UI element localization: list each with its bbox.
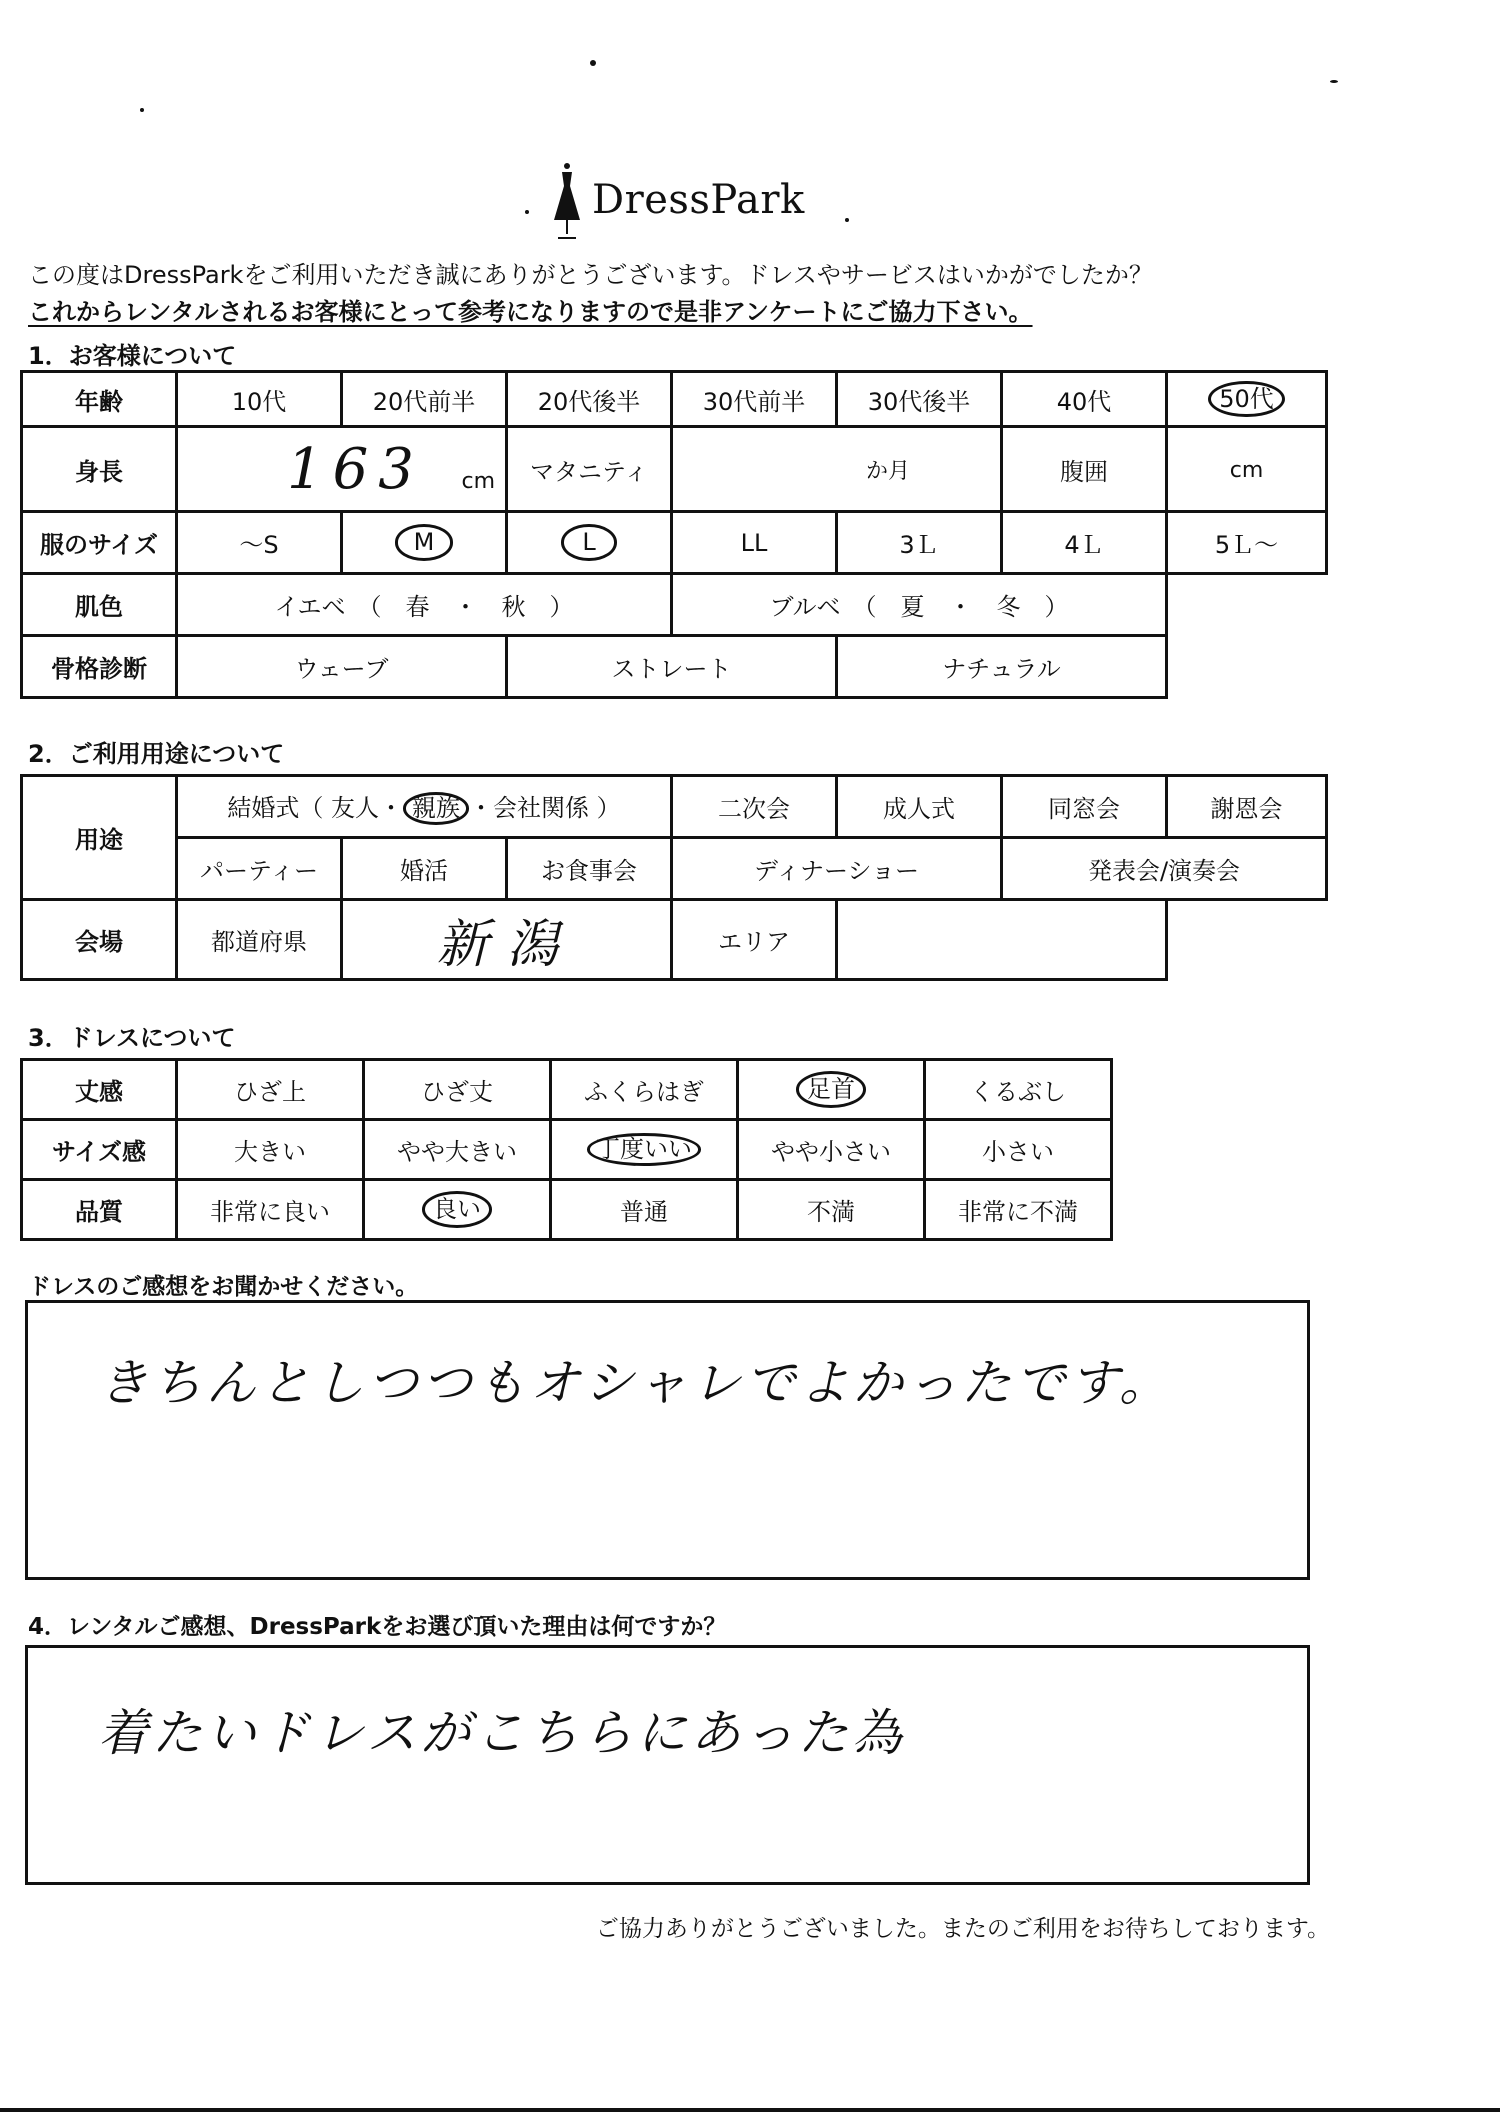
prefecture-value: 新潟 (436, 915, 577, 975)
size-option[interactable]: 5Ｌ～ (1167, 512, 1327, 574)
fit-selected-circle: 丁度いい (587, 1133, 701, 1165)
wedding-selected-circle: 親族 (403, 792, 469, 824)
length-row (22, 1060, 1112, 1120)
usage-option[interactable]: お食事会 (507, 838, 672, 900)
empty-cell (1167, 900, 1327, 980)
area-label: エリア (672, 900, 837, 980)
size-option[interactable]: 4Ｌ (1002, 512, 1167, 574)
usage-option[interactable]: 婚活 (342, 838, 507, 900)
venue-label: 会場 (22, 900, 177, 980)
size-selected-circle: L (561, 524, 616, 560)
frame-option[interactable]: ナチュラル (837, 636, 1167, 698)
wedding-prefix: 結婚式（ 友人・ (227, 794, 403, 823)
intro-request: これからレンタルされるお客様にとって参考になりますので是非アンケートにご協力下さい。 (28, 298, 1033, 326)
length-option-selected[interactable] (738, 1060, 925, 1120)
wedding-option[interactable] (177, 776, 672, 838)
quality-option[interactable]: 非常に不満 (925, 1180, 1112, 1240)
brand-name: DressPark (592, 177, 805, 223)
reason-box[interactable] (25, 1645, 1310, 1885)
months-unit: か月 (865, 458, 910, 484)
fit-label: サイズ感 (22, 1120, 177, 1180)
intro-text: この度はDressParkをご利用いただき誠にありがとうございます。ドレスやサービスはいかがでしたか？ (28, 261, 1153, 289)
usage-option[interactable]: ディナーショー (672, 838, 1002, 900)
usage-table (20, 774, 1328, 981)
scan-speck (1330, 80, 1338, 83)
length-option[interactable]: ひざ丈 (364, 1060, 551, 1120)
quality-option-selected[interactable] (364, 1180, 551, 1240)
length-option[interactable]: ふくらはぎ (551, 1060, 738, 1120)
size-option[interactable]: 3Ｌ (837, 512, 1002, 574)
fit-option[interactable]: やや大きい (364, 1120, 551, 1180)
age-option[interactable]: 40代 (1002, 372, 1167, 427)
fit-option-selected[interactable] (551, 1120, 738, 1180)
skin-blue-option[interactable]: ブルベ （ 夏 ・ 冬 ） (672, 574, 1167, 636)
size-selected-circle: M (395, 524, 454, 560)
dress-mannequin-icon (550, 160, 584, 240)
skin-label: 肌色 (22, 574, 177, 636)
skin-yellow-option[interactable]: イエベ （ 春 ・ 秋 ） (177, 574, 672, 636)
empty-cell (1167, 636, 1327, 698)
maternity-field[interactable] (672, 427, 1002, 512)
age-option[interactable]: 10代 (177, 372, 342, 427)
quality-row (22, 1180, 1112, 1240)
usage-row-1 (22, 776, 1327, 838)
quality-label: 品質 (22, 1180, 177, 1240)
fit-option[interactable]: 小さい (925, 1120, 1112, 1180)
scan-speck (525, 210, 529, 214)
age-option[interactable]: 20代後半 (507, 372, 672, 427)
dress-table (20, 1058, 1113, 1241)
skin-row (22, 574, 1327, 636)
reason-answer: 着たいドレスがこちらにあった為 (98, 1704, 906, 1762)
length-option[interactable]: ひざ上 (177, 1060, 364, 1120)
frame-label: 骨格診断 (22, 636, 177, 698)
size-option[interactable]: ～S (177, 512, 342, 574)
age-selected-circle: 50代 (1208, 381, 1285, 417)
height-unit: cm (461, 468, 495, 494)
fit-option[interactable]: やや小さい (738, 1120, 925, 1180)
quality-selected-circle: 良い (422, 1191, 492, 1227)
fit-option[interactable]: 大きい (177, 1120, 364, 1180)
height-value: 163 (286, 436, 424, 502)
dress-comment-question: ドレスのご感想をお聞かせください。 (28, 1274, 419, 1300)
size-label: 服のサイズ (22, 512, 177, 574)
size-option[interactable]: LL (672, 512, 837, 574)
thanks-message: ご協力ありがとうございました。またのご利用をお待ちしております。 (595, 1916, 1330, 1942)
venue-row (22, 900, 1327, 980)
usage-option[interactable]: 発表会/演奏会 (1002, 838, 1327, 900)
scan-speck (140, 108, 144, 112)
prefecture-field[interactable] (342, 900, 672, 980)
length-option[interactable]: くるぶし (925, 1060, 1112, 1120)
maternity-label: マタニティ (507, 427, 672, 512)
waist-field[interactable] (1167, 427, 1327, 512)
size-option-selected[interactable] (507, 512, 672, 574)
age-option-selected[interactable] (1167, 372, 1327, 427)
fit-row (22, 1120, 1112, 1180)
usage-row-2 (22, 838, 1327, 900)
scan-edge-line (0, 2108, 1500, 2112)
usage-option[interactable]: 二次会 (672, 776, 837, 838)
size-option-selected[interactable] (342, 512, 507, 574)
dress-comment-answer: きちんとしつつもオシャレでよかったです。 (98, 1354, 1173, 1412)
age-option[interactable]: 20代前半 (342, 372, 507, 427)
waist-unit: cm (1229, 458, 1264, 483)
height-row (22, 427, 1327, 512)
height-label: 身長 (22, 427, 177, 512)
wedding-suffix: ・会社関係 ） (469, 794, 621, 823)
section1-title: 1．お客様について (28, 342, 237, 370)
size-row (22, 512, 1327, 574)
section4-question: 4．レンタルご感想、DressParkをお選び頂いた理由は何ですか？ (28, 1614, 727, 1640)
section2-title: 2．ご利用用途について (28, 740, 285, 768)
area-field[interactable] (837, 900, 1167, 980)
dress-comment-box[interactable] (25, 1300, 1310, 1580)
empty-cell (1167, 574, 1327, 636)
quality-option[interactable]: 普通 (551, 1180, 738, 1240)
height-field[interactable] (177, 427, 507, 512)
waist-label: 腹囲 (1002, 427, 1167, 512)
quality-option[interactable]: 不満 (738, 1180, 925, 1240)
section3-title: 3．ドレスについて (28, 1024, 236, 1052)
age-row (22, 372, 1327, 427)
usage-option[interactable]: 成人式 (837, 776, 1002, 838)
usage-option[interactable]: 同窓会 (1002, 776, 1167, 838)
brand-logo (550, 160, 805, 240)
scan-speck (590, 60, 596, 66)
length-selected-circle: 足首 (796, 1071, 866, 1107)
quality-option[interactable]: 非常に良い (177, 1180, 364, 1240)
scan-speck (845, 218, 849, 222)
frame-option[interactable]: ウェーブ (177, 636, 507, 698)
length-label: 丈感 (22, 1060, 177, 1120)
usage-label: 用途 (22, 776, 177, 900)
customer-table (20, 370, 1328, 699)
frame-row (22, 636, 1327, 698)
age-option[interactable]: 30代後半 (837, 372, 1002, 427)
usage-option[interactable]: 謝恩会 (1167, 776, 1327, 838)
frame-option[interactable]: ストレート (507, 636, 837, 698)
age-label: 年齢 (22, 372, 177, 427)
age-option[interactable]: 30代前半 (672, 372, 837, 427)
prefecture-label: 都道府県 (177, 900, 342, 980)
usage-option[interactable]: パーティー (177, 838, 342, 900)
